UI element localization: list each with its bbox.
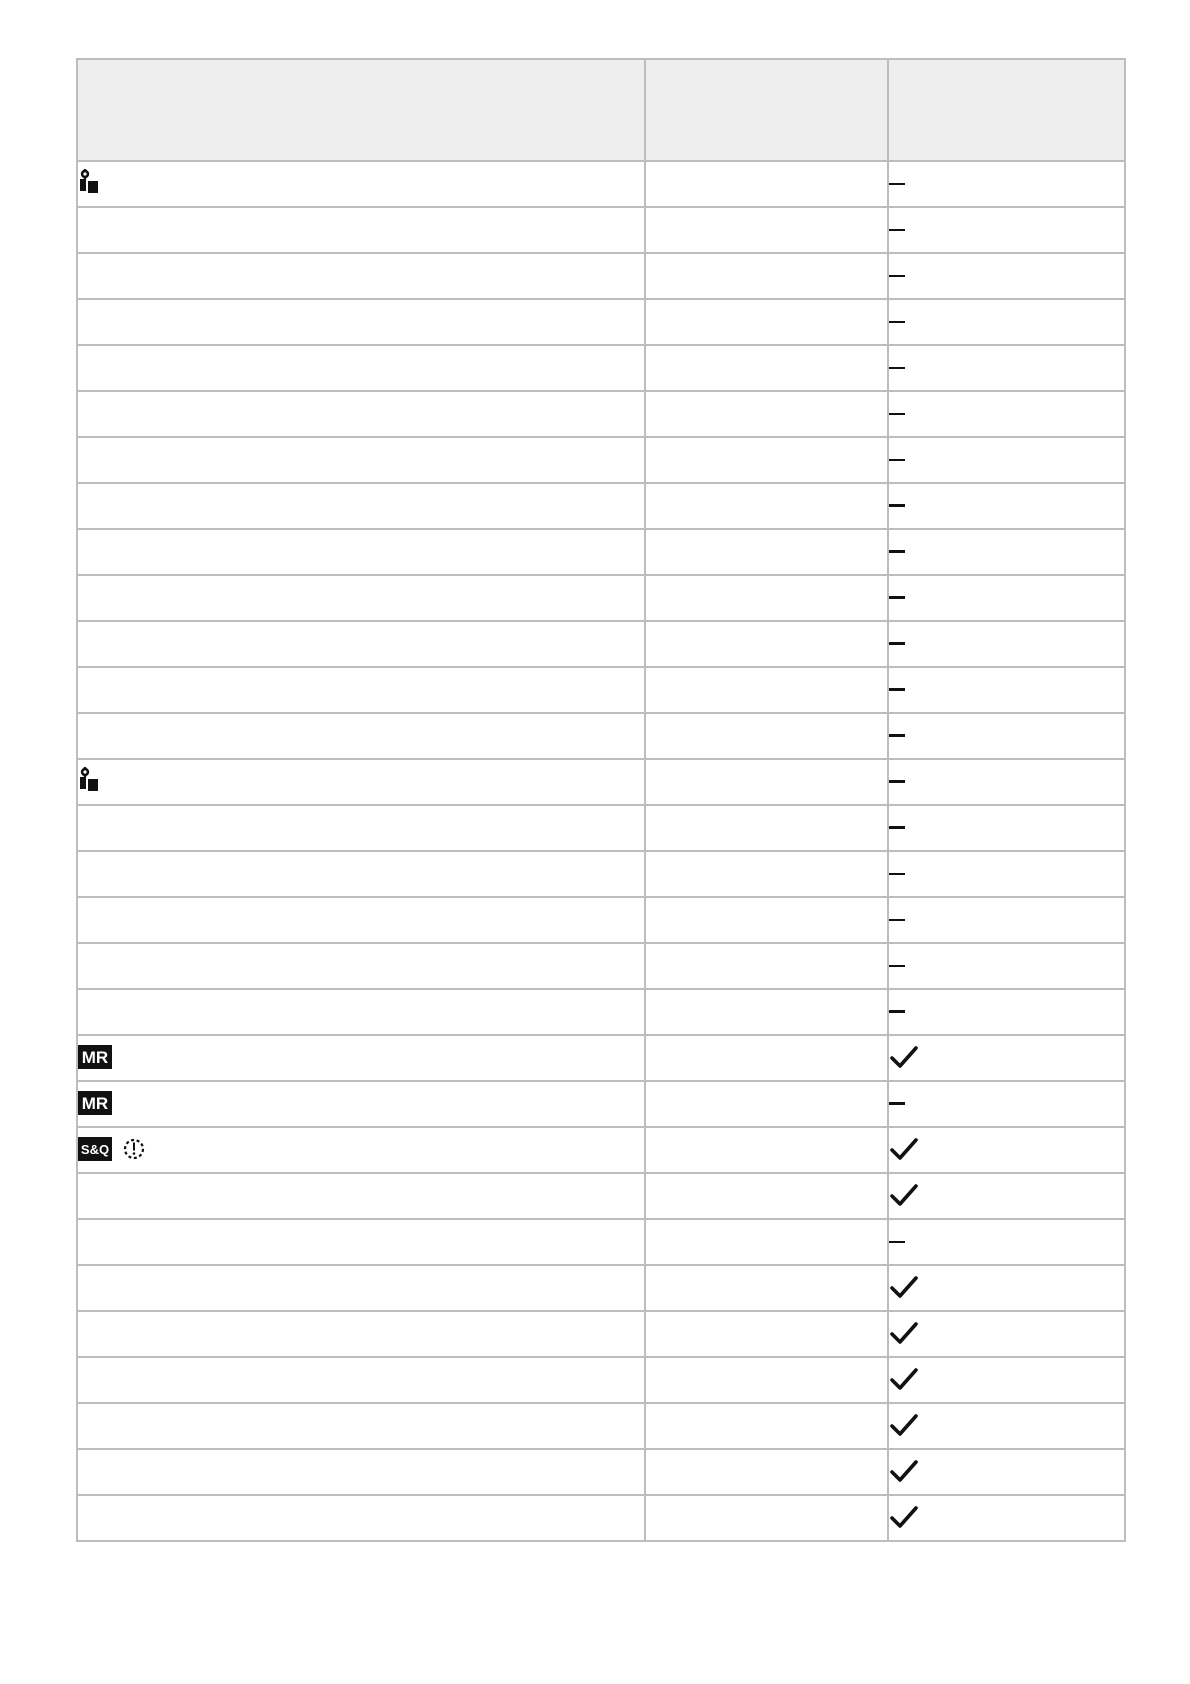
table-row	[77, 1035, 1125, 1081]
status-cell	[888, 207, 1125, 253]
dash-icon	[889, 734, 905, 737]
checkmark-icon	[889, 1463, 919, 1480]
header-cell-status	[888, 59, 1125, 161]
table-row	[77, 943, 1125, 989]
item-cell	[77, 1081, 645, 1127]
table-row	[77, 1403, 1125, 1449]
status-cell	[888, 759, 1125, 805]
middle-cell	[645, 299, 888, 345]
table-row	[77, 529, 1125, 575]
status-cell	[888, 391, 1125, 437]
item-cell	[77, 713, 645, 759]
item-cell	[77, 253, 645, 299]
table-row	[77, 1173, 1125, 1219]
table-row	[77, 1219, 1125, 1265]
status-cell	[888, 1403, 1125, 1449]
table-row	[77, 1495, 1125, 1541]
svg-text:MR: MR	[81, 1093, 109, 1113]
item-cell	[77, 345, 645, 391]
checkmark-icon	[889, 1325, 919, 1342]
status-cell	[888, 483, 1125, 529]
item-cell	[77, 989, 645, 1035]
header-cell-item	[77, 59, 645, 161]
status-cell	[888, 667, 1125, 713]
item-cell	[77, 437, 645, 483]
middle-cell	[645, 851, 888, 897]
item-cell	[77, 805, 645, 851]
checkmark-icon	[889, 1187, 919, 1204]
middle-cell	[645, 943, 888, 989]
table-row	[77, 989, 1125, 1035]
status-cell	[888, 161, 1125, 207]
status-cell	[888, 1081, 1125, 1127]
table-row	[77, 897, 1125, 943]
settings-table	[76, 58, 1126, 1542]
middle-cell	[645, 1449, 888, 1495]
middle-cell	[645, 1219, 888, 1265]
mr-icon	[78, 1045, 112, 1069]
middle-cell	[645, 1311, 888, 1357]
dash-icon	[889, 275, 905, 277]
dash-icon	[889, 1102, 905, 1105]
dash-icon	[889, 826, 905, 829]
status-cell	[888, 805, 1125, 851]
item-cell	[77, 483, 645, 529]
item-cell	[77, 621, 645, 667]
dash-icon	[889, 321, 905, 323]
custom-shoot-icon	[78, 767, 100, 793]
item-cell	[77, 1403, 645, 1449]
dash-icon	[889, 873, 905, 875]
table-row	[77, 345, 1125, 391]
status-cell	[888, 1035, 1125, 1081]
item-cell	[77, 1219, 645, 1265]
dash-icon	[889, 1010, 905, 1013]
item-cell	[77, 851, 645, 897]
table-row	[77, 437, 1125, 483]
status-cell	[888, 1311, 1125, 1357]
dash-icon	[889, 1241, 905, 1243]
middle-cell	[645, 1495, 888, 1541]
item-cell	[77, 1035, 645, 1081]
dash-icon	[889, 550, 905, 553]
status-cell	[888, 437, 1125, 483]
table-row	[77, 483, 1125, 529]
middle-cell	[645, 1081, 888, 1127]
middle-cell	[645, 161, 888, 207]
table-header-row	[77, 59, 1125, 161]
middle-cell	[645, 207, 888, 253]
mr-icon	[78, 1091, 112, 1115]
custom-shoot-icon	[78, 169, 100, 195]
middle-cell	[645, 345, 888, 391]
middle-cell	[645, 989, 888, 1035]
dash-icon	[889, 965, 905, 967]
middle-cell	[645, 253, 888, 299]
item-cell	[77, 1449, 645, 1495]
table-row	[77, 805, 1125, 851]
table-row	[77, 1357, 1125, 1403]
middle-cell	[645, 621, 888, 667]
dash-icon	[889, 504, 905, 507]
item-cell	[77, 391, 645, 437]
item-cell	[77, 575, 645, 621]
item-cell	[77, 897, 645, 943]
dotted-circle-icon	[122, 1137, 146, 1161]
status-cell	[888, 299, 1125, 345]
middle-cell	[645, 805, 888, 851]
middle-cell	[645, 1403, 888, 1449]
table-row	[77, 667, 1125, 713]
item-cell	[77, 161, 645, 207]
status-cell	[888, 345, 1125, 391]
table-row	[77, 1449, 1125, 1495]
item-cell	[77, 1265, 645, 1311]
dash-icon	[889, 459, 905, 461]
middle-cell	[645, 529, 888, 575]
item-cell	[77, 1357, 645, 1403]
header-cell-middle	[645, 59, 888, 161]
dash-icon	[889, 780, 905, 783]
dash-icon	[889, 367, 905, 369]
middle-cell	[645, 897, 888, 943]
svg-text:S&Q: S&Q	[80, 1141, 110, 1157]
checkmark-icon	[889, 1279, 919, 1296]
table-row	[77, 1081, 1125, 1127]
item-cell	[77, 1311, 645, 1357]
status-cell	[888, 1127, 1125, 1173]
table-row	[77, 1127, 1125, 1173]
item-cell	[77, 1127, 645, 1173]
middle-cell	[645, 713, 888, 759]
item-cell	[77, 943, 645, 989]
status-cell	[888, 529, 1125, 575]
middle-cell	[645, 667, 888, 713]
status-cell	[888, 897, 1125, 943]
status-cell	[888, 713, 1125, 759]
dash-icon	[889, 688, 905, 691]
table-row	[77, 621, 1125, 667]
middle-cell	[645, 483, 888, 529]
item-cell	[77, 667, 645, 713]
middle-cell	[645, 391, 888, 437]
checkmark-icon	[889, 1509, 919, 1526]
item-cell	[77, 299, 645, 345]
middle-cell	[645, 1265, 888, 1311]
status-cell	[888, 253, 1125, 299]
middle-cell	[645, 575, 888, 621]
status-cell	[888, 1219, 1125, 1265]
item-cell	[77, 207, 645, 253]
checkmark-icon	[889, 1417, 919, 1434]
table-row	[77, 851, 1125, 897]
status-cell	[888, 575, 1125, 621]
dash-icon	[889, 413, 905, 415]
status-cell	[888, 1495, 1125, 1541]
status-cell	[888, 989, 1125, 1035]
item-cell	[77, 759, 645, 805]
svg-text:MR: MR	[81, 1047, 109, 1067]
checkmark-icon	[889, 1141, 919, 1158]
middle-cell	[645, 1173, 888, 1219]
middle-cell	[645, 437, 888, 483]
middle-cell	[645, 1357, 888, 1403]
status-cell	[888, 621, 1125, 667]
status-cell	[888, 1357, 1125, 1403]
item-cell	[77, 1173, 645, 1219]
table-row	[77, 299, 1125, 345]
item-cell	[77, 1495, 645, 1541]
table-row	[77, 207, 1125, 253]
table-row	[77, 575, 1125, 621]
table-row	[77, 391, 1125, 437]
middle-cell	[645, 1035, 888, 1081]
dash-icon	[889, 642, 905, 645]
table-row	[77, 1265, 1125, 1311]
middle-cell	[645, 759, 888, 805]
status-cell	[888, 851, 1125, 897]
table-row	[77, 161, 1125, 207]
sq-icon	[78, 1137, 112, 1161]
dash-icon	[889, 183, 905, 185]
status-cell	[888, 1265, 1125, 1311]
status-cell	[888, 1449, 1125, 1495]
dash-icon	[889, 229, 905, 231]
dash-icon	[889, 919, 905, 921]
table-row	[77, 713, 1125, 759]
table-body	[77, 161, 1125, 1541]
table-row	[77, 759, 1125, 805]
status-cell	[888, 1173, 1125, 1219]
checkmark-icon	[889, 1371, 919, 1388]
checkmark-icon	[889, 1049, 919, 1066]
dash-icon	[889, 596, 905, 599]
status-cell	[888, 943, 1125, 989]
middle-cell	[645, 1127, 888, 1173]
item-cell	[77, 529, 645, 575]
table-row	[77, 1311, 1125, 1357]
table-row	[77, 253, 1125, 299]
